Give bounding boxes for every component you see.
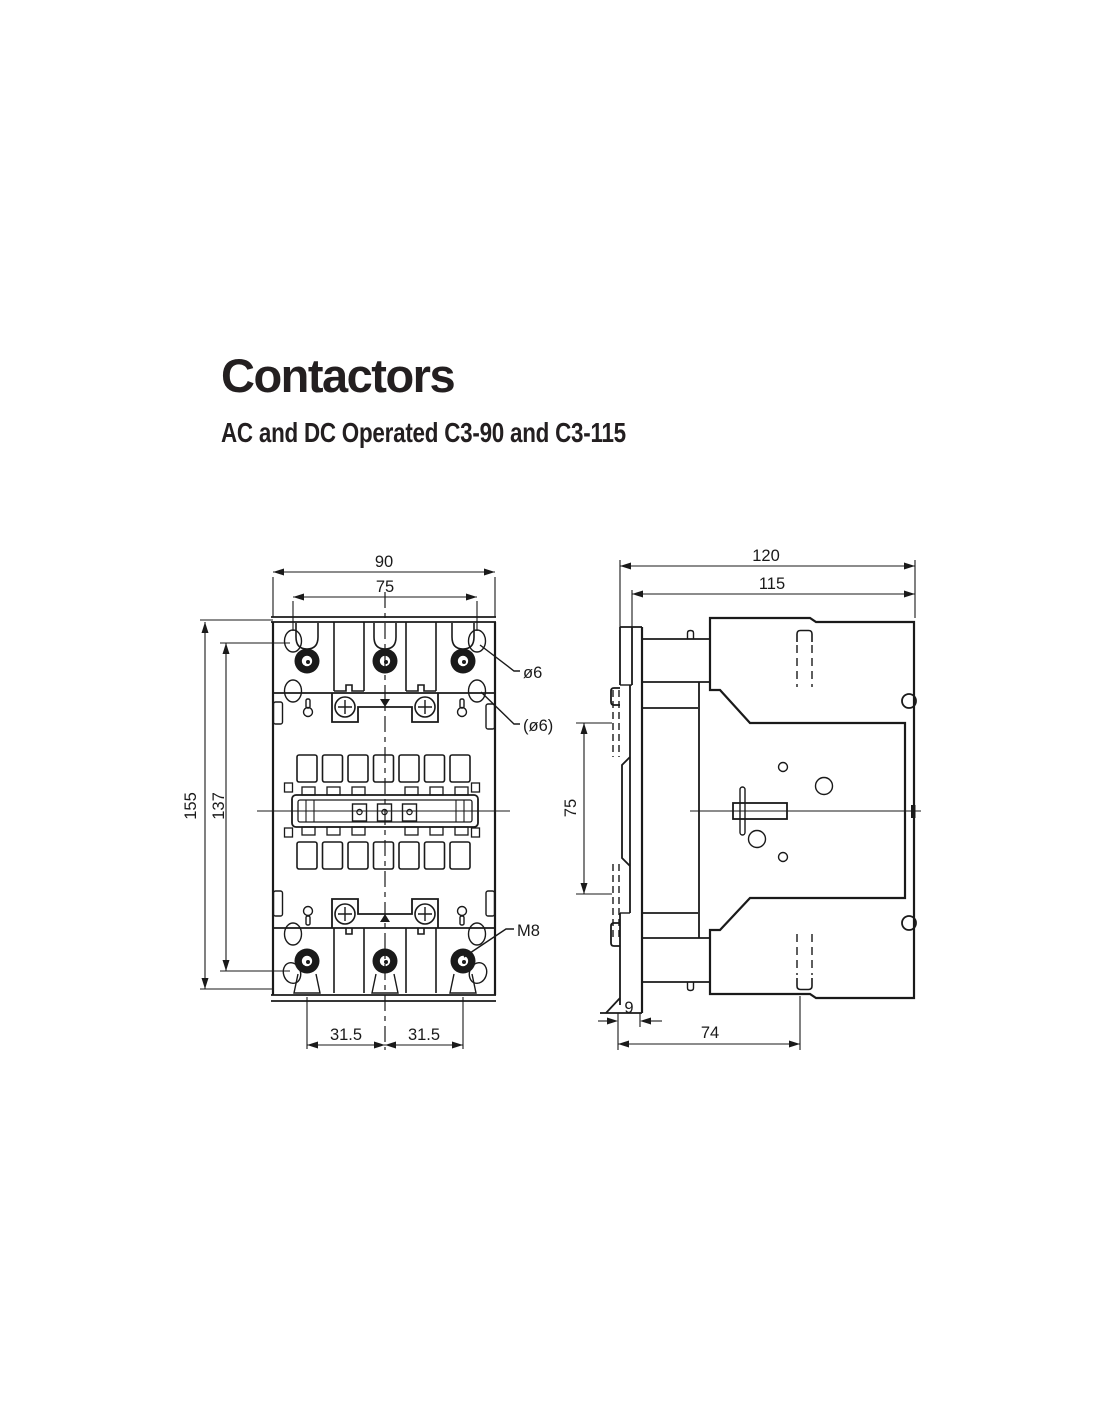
dim-terminal-pitch-1-label: 31.5 bbox=[329, 1026, 363, 1044]
dim-mounting-depth-label: 74 bbox=[700, 1024, 720, 1042]
dim-rail-span-label: 75 bbox=[562, 798, 580, 818]
page-title: Contactors bbox=[221, 349, 455, 402]
front-view bbox=[182, 553, 553, 1050]
dim-overall-depth-label: 120 bbox=[752, 547, 780, 565]
contact-chamber-bottom-row bbox=[297, 842, 470, 869]
dim-body-depth-label: 115 bbox=[758, 575, 786, 593]
dim-mounting-width-label: 75 bbox=[375, 578, 395, 596]
dim-terminal-pitch-2-label: 31.5 bbox=[407, 1026, 441, 1044]
side-view bbox=[562, 547, 921, 1050]
dim-foot-width-label: 9 bbox=[624, 999, 634, 1017]
callout-terminal-screw-label: M8 bbox=[517, 922, 540, 940]
page-subtitle: AC and DC Operated C3-90 and C3-115 bbox=[221, 417, 626, 448]
dim-mounting-height-label: 137 bbox=[210, 792, 228, 820]
contact-chamber-top-row bbox=[297, 755, 470, 782]
callout-mounting-hole-label: ø6 bbox=[523, 664, 543, 682]
dim-overall-width-label: 90 bbox=[374, 553, 394, 571]
side-view-body bbox=[600, 618, 921, 1013]
front-view-dimensions bbox=[182, 553, 495, 1049]
front-view-body bbox=[257, 592, 510, 1050]
callout-mounting-hole-alt-label: (ø6) bbox=[523, 717, 554, 735]
dim-overall-height-label: 155 bbox=[182, 792, 200, 820]
